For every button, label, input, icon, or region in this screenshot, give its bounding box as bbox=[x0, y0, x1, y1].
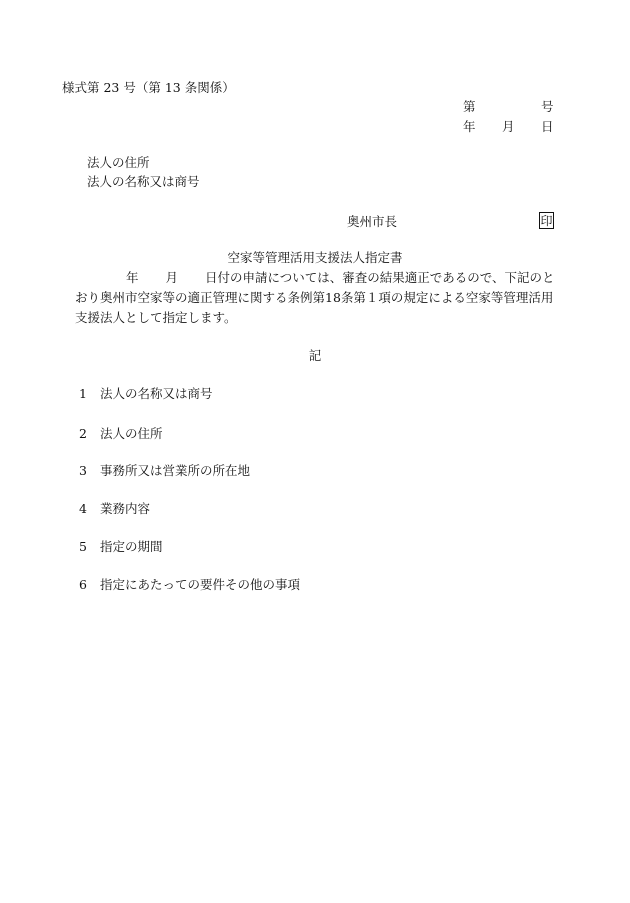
item-number: 2 bbox=[79, 426, 87, 441]
date-year-label: 年 bbox=[463, 119, 476, 134]
item-number: 5 bbox=[79, 539, 87, 554]
date-month-label: 月 bbox=[502, 119, 515, 134]
recipient-name-label: 法人の名称又は商号 bbox=[87, 174, 200, 189]
date-day-label: 日 bbox=[541, 119, 554, 134]
item-label: 法人の住所 bbox=[100, 426, 163, 441]
body-line-2: おり奥州市空家等の適正管理に関する条例第18条第１項の規定による空家等管理活用 bbox=[75, 290, 554, 305]
item-label: 指定の期間 bbox=[100, 539, 163, 554]
item-label: 業務内容 bbox=[100, 501, 151, 516]
body-month-label: 月 bbox=[165, 270, 179, 285]
document-number-prefix: 第 bbox=[463, 99, 476, 114]
document-title: 空家等管理活用支援法人指定書 bbox=[227, 250, 403, 265]
body-line-3: 支援法人として指定します。 bbox=[75, 310, 237, 325]
item-number: 4 bbox=[79, 501, 87, 516]
item-label: 法人の名称又は商号 bbox=[100, 386, 213, 401]
item-number: 6 bbox=[79, 577, 87, 592]
issuer-mayor: 奥州市長 bbox=[347, 214, 398, 229]
recipient-address-label: 法人の住所 bbox=[87, 155, 150, 170]
item-number: 3 bbox=[79, 463, 87, 478]
form-number: 様式第 23 号（第 13 条関係） bbox=[62, 80, 235, 95]
body-year-label: 年 bbox=[126, 270, 139, 285]
seal-mark: 印 bbox=[540, 213, 553, 228]
body-line-1-text: 日付の申請については、審査の結果適正であるので、下記のと bbox=[205, 270, 555, 285]
document-number-suffix: 号 bbox=[541, 99, 554, 114]
ki-heading: 記 bbox=[308, 348, 322, 363]
body-line-1 bbox=[75, 272, 555, 285]
item-label: 事務所又は営業所の所在地 bbox=[100, 463, 251, 478]
item-number: 1 bbox=[79, 386, 87, 401]
item-label: 指定にあたっての要件その他の事項 bbox=[100, 577, 301, 592]
